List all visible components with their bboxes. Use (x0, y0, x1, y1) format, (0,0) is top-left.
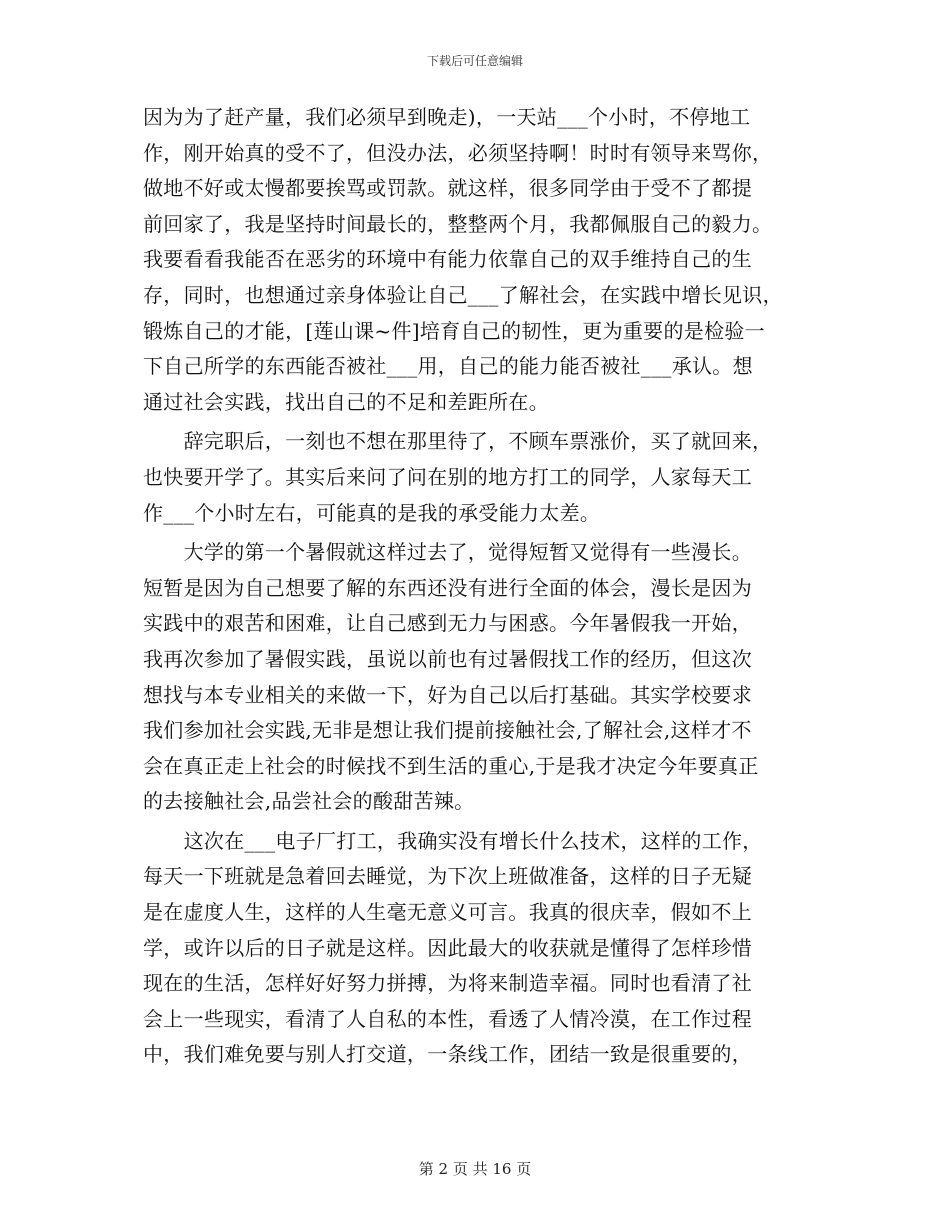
text-line: 作，刚开始真的受不了，但没办法，必须坚持啊！时时有领导来骂你， (143, 140, 773, 165)
text-line: 这次在___电子厂打工，我确实没有增长什么技术，这样的工作， (143, 828, 763, 853)
text-line: 作___个小时左右，可能真的是我的承受能力太差。 (143, 500, 601, 525)
text-line: 下自己所学的东西能否被社___用，自己的能力能否被社___承认。想 (143, 354, 753, 379)
text-line: 的去接触社会,品尝社会的酸甜苦辣。 (143, 789, 475, 814)
text-line: 辞完职后，一刻也不想在那里待了，不顾车票涨价，买了就回来， (143, 429, 773, 454)
text-line: 我们参加社会实践,无非是想让我们提前接触社会,了解社会,这样才不 (143, 718, 752, 743)
text-line: 想找与本专业相关的来做一下，好为自己以后打基础。其实学校要求 (143, 682, 752, 707)
text-line: 现在的生活，怎样好好努力拼搏，为将来制造幸福。同时也看清了社 (143, 971, 752, 996)
text-line: 锻炼自己的才能，[莲山课~件]培育自己的韧性，更为重要的是检验一 (143, 318, 765, 343)
text-line: 是在虚度人生，这样的人生毫无意义可言。我真的很庆幸，假如不上 (143, 900, 752, 925)
paragraph-4 (143, 824, 823, 1073)
text-line: 前回家了，我是坚持时间最长的，整整两个月，我都佩服自己的毅力。 (143, 211, 773, 236)
text-line: 做地不好或太慢都要挨骂或罚款。就这样，很多同学由于受不了都提 (143, 176, 752, 201)
page-header-note: 下载后可任意编辑 (426, 54, 523, 68)
text-line: 会上一些现实，看清了人自私的本性，看透了人情冷漠，在工作过程 (143, 1006, 752, 1031)
text-line: 存，同时，也想通过亲身体验让自己___了解社会，在实践中增长见识， (143, 282, 783, 307)
text-line: 会在真正走上社会的时候找不到生活的重心,于是我才决定今年要真正 (143, 753, 759, 778)
text-line: 我再次参加了暑假实践，虽说以前也有过暑假找工作的经历，但这次 (143, 646, 752, 671)
text-line: 我要看看我能否在恶劣的环境中有能力依靠自己的双手维持自己的生 (143, 247, 752, 272)
text-line: 学，或许以后的日子就是这样。因此最大的收获就是懂得了怎样珍惜 (143, 935, 752, 960)
paragraph-2 (143, 424, 823, 531)
paragraph-3 (143, 535, 823, 820)
paragraph-1 (143, 100, 823, 420)
text-line: 短暂是因为自己想要了解的东西还没有进行全面的体会，漫长是因为 (143, 575, 752, 600)
text-line: 实践中的艰苦和困难，让自己感到无力与困惑。今年暑假我一开始， (143, 611, 752, 636)
page-number: 第 2 页 共 16 页 (418, 1160, 532, 1178)
text-line: 因为为了赶产量，我们必须早到晚走)，一天站___个小时，不停地工 (143, 105, 751, 129)
text-line: 每天一下班就是急着回去睡觉，为下次上班做准备，这样的日子无疑 (143, 864, 752, 889)
text-line: 也快要开学了。其实后来问了问在别的地方打工的同学，人家每天工 (143, 464, 752, 489)
text-line: 通过社会实践，找出自己的不足和差距所在。 (143, 389, 549, 414)
text-line: 大学的第一个暑假就这样过去了，觉得短暂又觉得有一些漫长。 (143, 540, 752, 565)
text-line: 中，我们难免要与别人打交道，一条线工作，团结一致是很重要的， (143, 1042, 752, 1067)
document-body (143, 100, 823, 1073)
